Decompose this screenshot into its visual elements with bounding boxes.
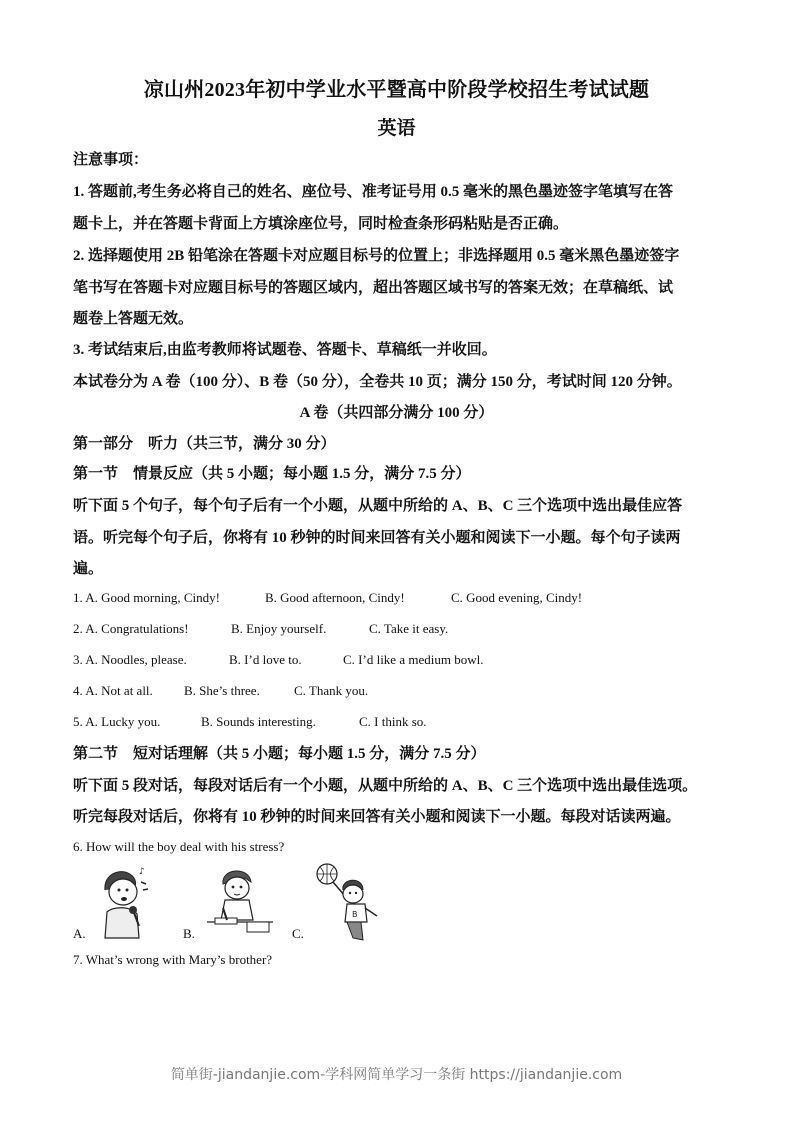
paper-summary: 本试卷分为 A 卷（100 分）、B 卷（50 分），全卷共 10 页；满分 150 分，考试时间 120 分钟。 (73, 374, 682, 390)
q4-option-a: 4. A. Not at all. (73, 683, 153, 698)
section2-instruction-2: 听完每段对话后，你将有 10 秒钟的时间来回答有关小题和阅读下一小题。每段对话读两遍。 (73, 809, 681, 825)
q1-option-a: 1. A. Good morning, Cindy! (73, 590, 220, 605)
question-5 (73, 714, 427, 730)
boy-singing-icon (95, 860, 155, 945)
volume-a-heading: A 卷（共四部分满分 100 分） (299, 405, 494, 421)
question-1 (73, 590, 582, 606)
question-2 (73, 621, 448, 637)
section1-instruction-2: 语。听完每个句子后，你将有 10 秒钟的时间来回答有关小题和阅读下一小题。每个句子读两 (73, 530, 681, 546)
notice-line-6: 3. 考试结束后,由监考教师将试题卷、答题卡、草稿纸一并收回。 (73, 342, 497, 358)
question-4 (73, 683, 368, 699)
question-6-pictures (73, 860, 393, 942)
question-7: 7. What’s wrong with Mary’s brother? (73, 952, 273, 967)
notice-heading: 注意事项： (73, 152, 149, 168)
q2-option-a: 2. A. Congratulations! (73, 621, 189, 636)
q6-option-a-label: A. (73, 926, 86, 941)
notice-line-3: 2. 选择题使用 2B 铅笔涂在答题卡对应题目标号的位置上；非选择题用 0.5 毫米黑色墨迹签字 (73, 248, 680, 264)
q6-option-b-label: B. (183, 926, 195, 941)
q2-option-c: C. Take it easy. (369, 621, 449, 636)
q3-option-c: C. I’d like a medium bowl. (343, 652, 484, 667)
question-6: 6. How will the boy deal with his stress? (73, 839, 285, 854)
notice-line-2: 题卡上，并在答题卡背面上方填涂座位号，同时检查条形码粘贴是否正确。 (73, 216, 569, 232)
q3-option-a: 3. A. Noodles, please. (73, 652, 187, 667)
boy-basketball-icon (313, 860, 389, 949)
q3-option-b: B. I’d love to. (229, 652, 302, 667)
section1-instruction-1: 听下面 5 个句子，每个句子后有一个小题，从题中所给的 A、B、C 三个选项中选出最佳应答 (73, 498, 683, 514)
q2-option-b: B. Enjoy yourself. (231, 621, 327, 636)
svg-text:B: B (352, 910, 358, 919)
notice-line-4: 笔书写在答题卡对应题目标号的答题区域内，超出答题区域书写的答案无效；在草稿纸、试 (73, 280, 674, 296)
q4-option-b: B. She’s three. (184, 683, 260, 698)
notice-line-5: 题卷上答题无效。 (73, 311, 194, 327)
svg-text:♪: ♪ (139, 867, 145, 877)
exam-subject: 英语 (377, 118, 416, 139)
section2-heading: 第二节 短对话理解（共 5 小题；每小题 1.5 分，满分 7.5 分） (73, 746, 486, 762)
notice-line-1: 1. 答题前,考生务必将自己的姓名、座位号、准考证号用 0.5 毫米的黑色墨迹签字笔填写在答 (73, 184, 674, 200)
q5-option-b: B. Sounds interesting. (201, 714, 316, 729)
question-3 (73, 652, 483, 668)
q6-option-c-label: C. (292, 926, 304, 941)
part1-heading: 第一部分 听力（共三节，满分 30 分） (73, 436, 336, 452)
site-watermark: 简单街-jiandanjie.com-学科网简单学习一条街 https://jiandanjie.com (170, 1067, 623, 1083)
q1-option-b: B. Good afternoon, Cindy! (265, 590, 405, 605)
section1-heading: 第一节 情景反应（共 5 小题；每小题 1.5 分，满分 7.5 分） (73, 466, 471, 482)
q4-option-c: C. Thank you. (294, 683, 369, 698)
exam-title: 凉山州2023年初中学业水平暨高中阶段学校招生考试试题 (143, 79, 650, 101)
q5-option-a: 5. A. Lucky you. (73, 714, 161, 729)
boy-writing-icon (205, 860, 275, 945)
section1-instruction-3: 遍。 (73, 561, 104, 577)
q1-option-c: C. Good evening, Cindy! (451, 590, 583, 605)
q5-option-c: C. I think so. (359, 714, 427, 729)
section2-instruction-1: 听下面 5 段对话，每段对话后有一个小题，从题中所给的 A、B、C 三个选项中选出最佳选项。 (73, 778, 698, 794)
